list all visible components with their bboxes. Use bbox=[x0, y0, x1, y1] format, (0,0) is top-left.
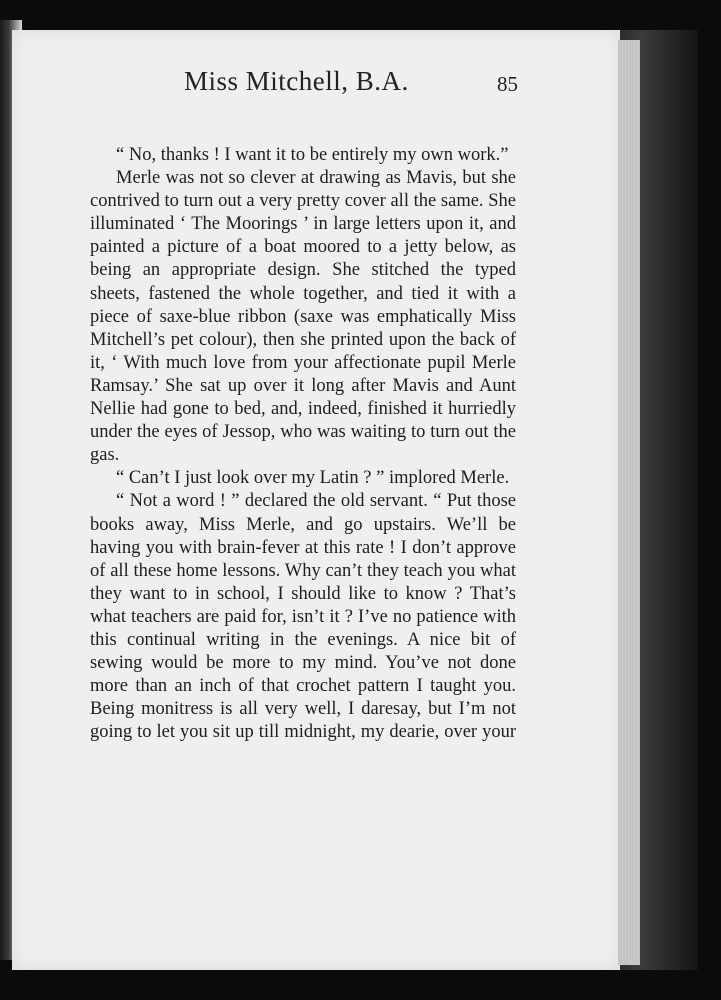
page-number: 85 bbox=[497, 72, 518, 96]
paragraph: “ No, thanks ! I want it to be entirely my own work.” bbox=[116, 145, 509, 165]
running-title: Miss Mitchell, B.A. bbox=[184, 66, 409, 96]
body-text bbox=[90, 144, 516, 744]
paragraph: “ Not a word ! ” declared the old servant. “ Put those books away, Miss Merle, and go upstairs. We’ll be having you with brain-fever at this rate ! I don’t approve of all these home lessons. Why can’t they teach you what they want to in school, I should like to know ? That’s what teachers are paid for, isn’t it ? I’ve no patience with this continual writing in the evenings. A nice bit of sewing would be more to my mind. You’ve not done more than an inch of that crochet pattern I taught you. Being monitress is all very well, I daresay, but I’m not going to let you sit up till midnight, my dearie, over your bbox=[90, 491, 516, 743]
paragraph: Merle was not so clever at drawing as Mavis, but she contrived to turn out a very pretty cover all the same. She illuminated ‘ The Moorings ’ in large letters upon it, and painted a picture of a boat moored to a jetty below, as being an appropriate design. She stitched the typed sheets, fastened the whole together, and tied it with a piece of saxe-blue ribbon (saxe was emphatically Miss Mitchell’s pet colour), then she printed upon the back of it, ‘ With much love from your affectionate pupil Merle Ramsay.’ She sat up over it long after Mavis and Aunt Nellie had gone to bed, and, indeed, finished it hurriedly under the eyes of Jessop, who was waiting to turn out the gas. bbox=[90, 168, 516, 466]
paragraph: “ Can’t I just look over my Latin ? ” implored Merle. bbox=[116, 468, 510, 489]
page-edges bbox=[618, 40, 640, 965]
page-header bbox=[0, 66, 721, 106]
